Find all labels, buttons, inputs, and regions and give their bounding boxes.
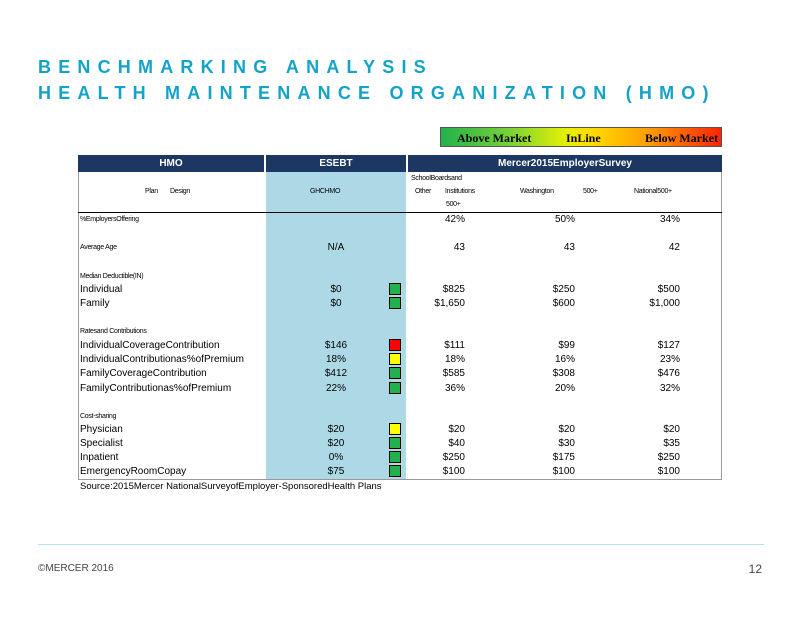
washington-value: $99 bbox=[558, 340, 575, 351]
row-label: FamilyContributionas%ofPremium bbox=[80, 383, 232, 394]
table-row bbox=[80, 465, 720, 479]
market-indicator-red bbox=[389, 339, 401, 351]
washington-value: $308 bbox=[552, 368, 575, 379]
washington-value: 50% bbox=[554, 214, 575, 225]
table-row bbox=[80, 213, 720, 227]
washington-value: 16% bbox=[554, 354, 575, 365]
table-row bbox=[80, 339, 720, 353]
esebt-value: N/A bbox=[327, 242, 345, 253]
row-label: IndividualCoverageContribution bbox=[80, 340, 220, 351]
esebt-value: $20 bbox=[327, 424, 345, 435]
national-value: $127 bbox=[657, 340, 680, 351]
legend-below-market: Below Market bbox=[645, 131, 718, 145]
table-row bbox=[80, 382, 720, 396]
subheader-national: National500+ bbox=[634, 188, 672, 195]
row-label: FamilyCoverageContribution bbox=[80, 368, 207, 379]
school-boards-value: 43 bbox=[453, 242, 465, 253]
market-indicator-green bbox=[389, 382, 401, 394]
school-boards-value: $40 bbox=[448, 438, 465, 449]
subheader-ghc: GHCHMO bbox=[310, 188, 341, 195]
school-boards-value: $250 bbox=[442, 452, 465, 463]
national-value: $35 bbox=[663, 438, 680, 449]
row-label: Inpatient bbox=[80, 452, 119, 463]
table-row bbox=[80, 283, 720, 297]
legend-above-market: Above Market bbox=[457, 131, 532, 145]
subheader-500plus: 500+ bbox=[446, 201, 461, 208]
row-label: Median Deductible(IN) bbox=[80, 273, 144, 280]
row-label: Specialist bbox=[80, 438, 123, 449]
esebt-value: 18% bbox=[325, 354, 346, 365]
title-line-1: BENCHMARKING ANALYSIS bbox=[38, 57, 433, 77]
school-boards-value: 36% bbox=[444, 383, 465, 394]
market-indicator-green bbox=[389, 451, 401, 463]
national-value: $20 bbox=[663, 424, 680, 435]
washington-value: $250 bbox=[552, 284, 575, 295]
school-boards-value: $825 bbox=[442, 284, 465, 295]
market-indicator-green bbox=[389, 283, 401, 295]
esebt-value: $75 bbox=[327, 466, 345, 477]
national-value: $500 bbox=[657, 284, 680, 295]
title-line-2: HEALTH MAINTENANCE ORGANIZATION (HMO) bbox=[38, 83, 716, 103]
esebt-value: $412 bbox=[324, 368, 348, 379]
subheader-school-boards: SchoolBoardsand bbox=[411, 175, 462, 182]
subheader-design: Design bbox=[170, 188, 190, 195]
table-row bbox=[80, 241, 720, 255]
school-boards-value: $111 bbox=[444, 340, 465, 351]
header-hmo: HMO bbox=[78, 155, 264, 172]
esebt-value: $0 bbox=[330, 284, 342, 295]
row-label: IndividualContributionas%ofPremium bbox=[80, 354, 244, 365]
copyright: ©MERCER 2016 bbox=[38, 563, 114, 574]
table-row bbox=[80, 367, 720, 381]
subheader-plan: Plan bbox=[145, 188, 158, 195]
school-boards-value: $585 bbox=[442, 368, 465, 379]
school-boards-value: 42% bbox=[444, 214, 465, 225]
school-boards-value: $1,650 bbox=[434, 298, 465, 309]
washington-value: $175 bbox=[552, 452, 575, 463]
esebt-value: 22% bbox=[325, 383, 346, 394]
national-value: 42 bbox=[668, 242, 680, 253]
row-label: %EmployersOffering bbox=[80, 216, 139, 223]
row-label: EmergencyRoomCopay bbox=[80, 466, 187, 477]
source-note: Source:2015Mercer NationalSurveyofEmployer-SponsoredHealth Plans bbox=[80, 481, 382, 492]
esebt-value: $0 bbox=[330, 298, 342, 309]
row-label: Physician bbox=[80, 424, 123, 435]
table-row bbox=[80, 353, 720, 367]
row-label: Ratesand Contributions bbox=[80, 328, 147, 335]
national-value: 32% bbox=[659, 383, 680, 394]
washington-value: 20% bbox=[554, 383, 575, 394]
school-boards-value: $100 bbox=[442, 466, 465, 477]
national-value: $476 bbox=[657, 368, 680, 379]
table-row bbox=[80, 297, 720, 311]
esebt-value: $20 bbox=[327, 438, 345, 449]
market-indicator-green bbox=[389, 465, 401, 477]
market-indicator-green bbox=[389, 367, 401, 379]
market-indicator-yellow bbox=[389, 353, 401, 365]
row-label: Individual bbox=[80, 284, 123, 295]
national-value: $1,000 bbox=[649, 298, 680, 309]
row-label: Cost-sharing bbox=[80, 413, 117, 420]
table-row bbox=[80, 423, 720, 437]
esebt-value: 0% bbox=[328, 452, 344, 463]
national-value: 34% bbox=[659, 214, 680, 225]
market-indicator-green bbox=[389, 437, 401, 449]
esebt-value: $146 bbox=[324, 340, 348, 351]
school-boards-value: 18% bbox=[444, 354, 465, 365]
school-boards-value: $20 bbox=[448, 424, 465, 435]
washington-value: $600 bbox=[552, 298, 575, 309]
washington-value: 43 bbox=[563, 242, 575, 253]
washington-value: $20 bbox=[558, 424, 575, 435]
subheader-institutions: Institutions bbox=[445, 188, 475, 195]
washington-value: $100 bbox=[552, 466, 575, 477]
row-label: Average Age bbox=[80, 244, 117, 251]
legend-inline: InLine bbox=[566, 131, 601, 145]
table-row bbox=[80, 270, 720, 284]
national-value: 23% bbox=[659, 354, 680, 365]
table-row bbox=[80, 437, 720, 451]
national-value: $250 bbox=[657, 452, 680, 463]
market-indicator-yellow bbox=[389, 423, 401, 435]
table-row bbox=[80, 451, 720, 465]
header-esebt: ESEBT bbox=[266, 155, 406, 172]
subheader-washington-500plus: 500+ bbox=[583, 188, 598, 195]
national-value: $100 bbox=[657, 466, 680, 477]
header-mercer-survey: Mercer2015EmployerSurvey bbox=[408, 155, 722, 172]
table-row bbox=[80, 410, 720, 424]
footer-rule bbox=[38, 544, 764, 545]
subheader-other: Other bbox=[415, 188, 432, 195]
market-indicator-green bbox=[389, 297, 401, 309]
washington-value: $30 bbox=[558, 438, 575, 449]
row-label: Family bbox=[80, 298, 110, 309]
table-row bbox=[80, 325, 720, 339]
subheader-washington: Washington bbox=[520, 188, 554, 195]
market-legend bbox=[440, 127, 722, 147]
page-number: 12 bbox=[748, 562, 762, 576]
